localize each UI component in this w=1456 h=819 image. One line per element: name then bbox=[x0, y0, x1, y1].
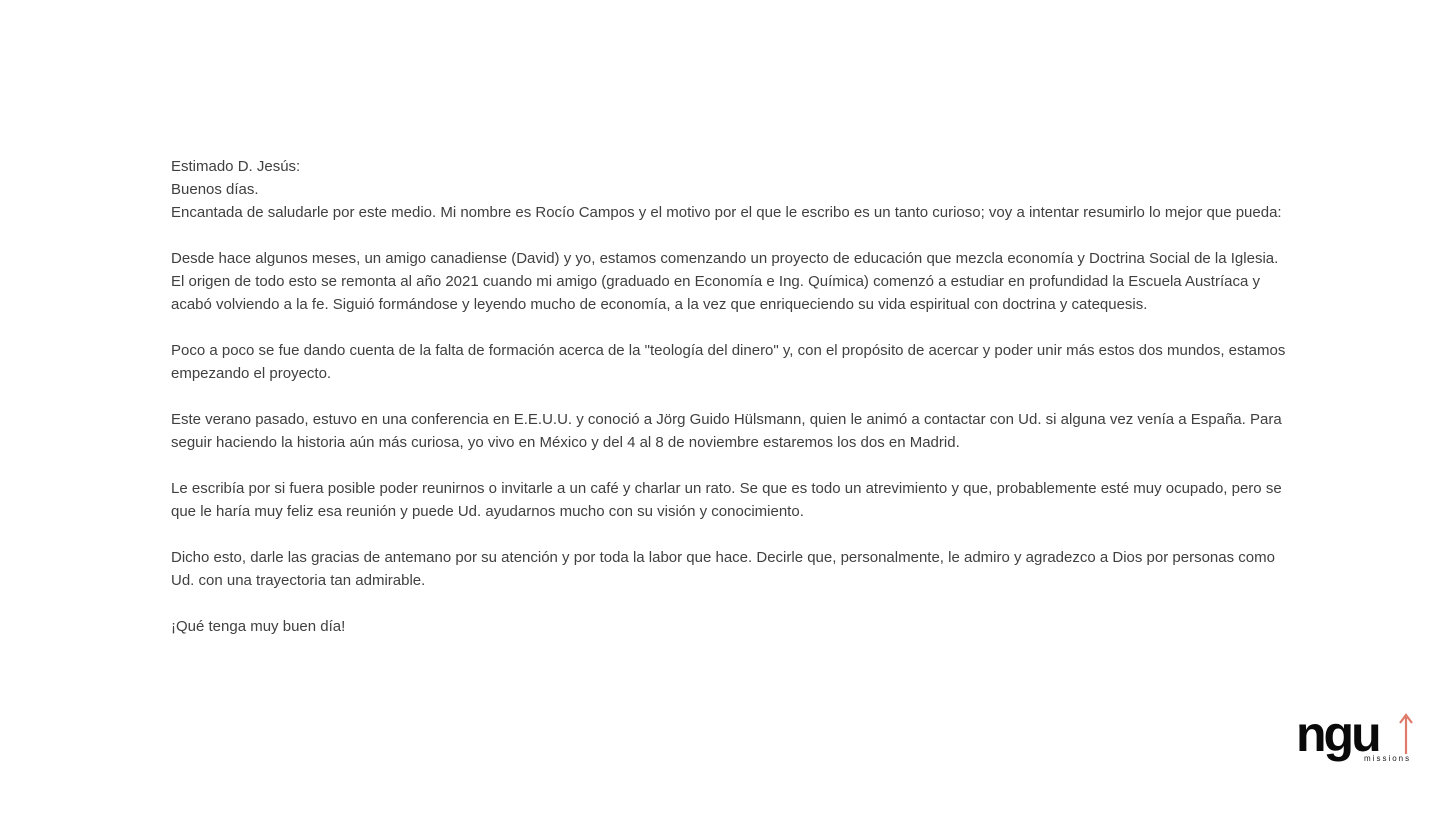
letter-greeting: Estimado D. Jesús: bbox=[171, 158, 301, 175]
letter-paragraph: Desde hace algunos meses, un amigo canadiense (David) y yo, estamos comenzando un proyecto de educación que mezcla economía y Doctrina Social de la Iglesia. El origen de todo esto se remonta al año 2021 cuando mi amigo (graduado en Economía e Ing. Química) comenzó a estudiar en profundidad la Escuela Austríaca y acabó volviendo a la fe. Siguió formándose y leyendo mucho de economía, a la vez que enriqueciendo su vida espiritual con doctrina y catequesis. bbox=[171, 250, 1279, 313]
up-arrow-icon bbox=[1398, 712, 1414, 756]
letter-paragraph: Poco a poco se fue dando cuenta de la falta de formación acerca de la "teología del dinero" y, con el propósito de acercar y poder unir más estos dos mundos, estamos empezando el proyecto. bbox=[171, 342, 1286, 382]
letter-salutation: Buenos días. bbox=[171, 181, 259, 198]
logo-subtitle: missions bbox=[1364, 754, 1412, 763]
letter-intro: Encantada de saludarle por este medio. Mi nombre es Rocío Campos y el motivo por el que le escribo es un tanto curioso; voy a intentar resumirlo lo mejor que pueda: bbox=[171, 204, 1282, 221]
letter-paragraph: Dicho esto, darle las gracias de antemano por su atención y por toda la labor que hace. Decirle que, personalmente, le admiro y agradezco a Dios por personas como Ud. con una trayectoria tan admirable. bbox=[171, 549, 1275, 589]
letter-body bbox=[171, 155, 1291, 638]
letter-closing: ¡Qué tenga muy buen día! bbox=[171, 618, 346, 635]
logo-wordmark: ngu bbox=[1296, 706, 1379, 762]
letter-paragraph: Este verano pasado, estuvo en una conferencia en E.E.U.U. y conoció a Jörg Guido Hülsmann, quien le animó a contactar con Ud. si alguna vez venía a España. Para seguir haciendo la historia aún más curiosa, yo vivo en México y del 4 al 8 de noviembre estaremos los dos en Madrid. bbox=[171, 411, 1282, 451]
letter-paragraph: Le escribía por si fuera posible poder reunirnos o invitarle a un café y charlar un rato. Se que es todo un atrevimiento y que, probablemente esté muy ocupado, pero se que le haría muy feliz esa reunión y puede Ud. ayudarnos mucho con su visión y conocimiento. bbox=[171, 480, 1282, 520]
ngu-missions-logo bbox=[1294, 706, 1424, 774]
